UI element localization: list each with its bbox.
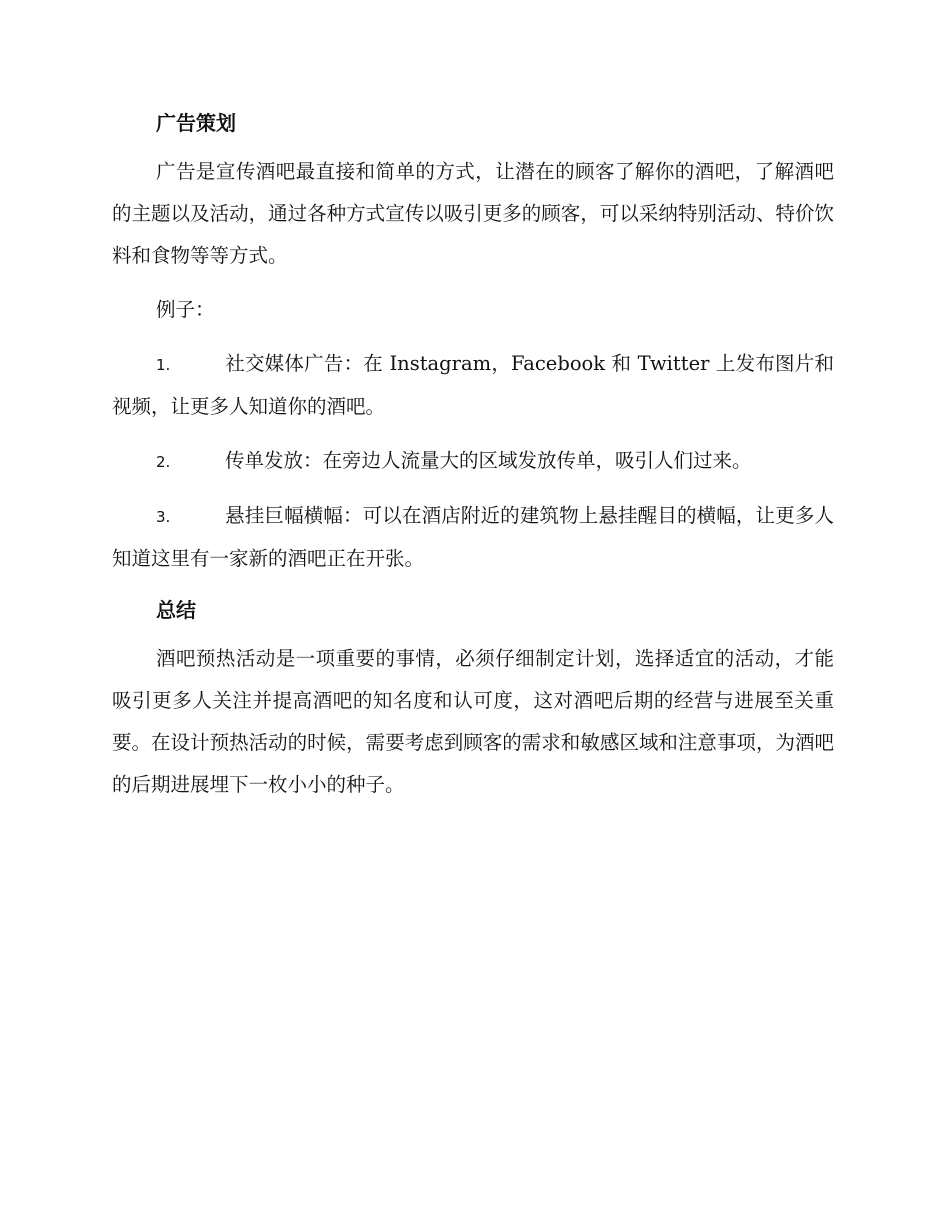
list-item: [112, 440, 834, 483]
list-item-number: 1.: [156, 356, 171, 374]
list-item: [112, 495, 834, 580]
spacer: [112, 331, 834, 343]
ad-intro-paragraph: 广告是宣传酒吧最直接和简单的方式，让潜在的顾客了解你的酒吧，了解酒吧的主题以及活动，通过各种方式宣传以吸引更多的顾客，可以采纳特别活动、特价饮料和食物等等方式。: [112, 160, 834, 267]
spacer: [112, 580, 834, 594]
spacer: [112, 428, 834, 440]
document-content: [112, 107, 834, 806]
list-item-number: 2.: [156, 453, 171, 471]
spacer: [112, 626, 834, 638]
summary-paragraph: 酒吧预热活动是一项重要的事情，必须仔细制定计划，选择适宜的活动，才能吸引更多人关注并提高酒吧的知名度和认可度，这对酒吧后期的经营与进展至关重要。在设计预热活动的时候，需要考虑到顾客的需求和敏感区域和注意事项，为酒吧的后期进展埋下一枚小小的种子。: [112, 647, 834, 796]
spacer: [112, 277, 834, 289]
list-item-text: 悬挂巨幅横幅：可以在酒店附近的建筑物上悬挂醒目的横幅，让更多人知道这里有一家新的酒吧正在开张。: [112, 504, 834, 570]
example-label: 例子：: [156, 298, 215, 321]
list-item-text: 社交媒体广告：在 Instagram，Facebook 和 Twitter 上发布图片和视频，让更多人知道你的酒吧。: [112, 352, 834, 418]
list-item-text: 传单发放：在旁边人流量大的区域发放传单，吸引人们过来。: [225, 449, 752, 472]
list-item-number: 3.: [156, 508, 171, 526]
section-heading-summary: 总结: [156, 598, 196, 622]
spacer: [112, 139, 834, 151]
section-heading-ad-planning: 广告策划: [156, 111, 236, 135]
list-item: [112, 343, 834, 428]
spacer: [112, 483, 834, 495]
